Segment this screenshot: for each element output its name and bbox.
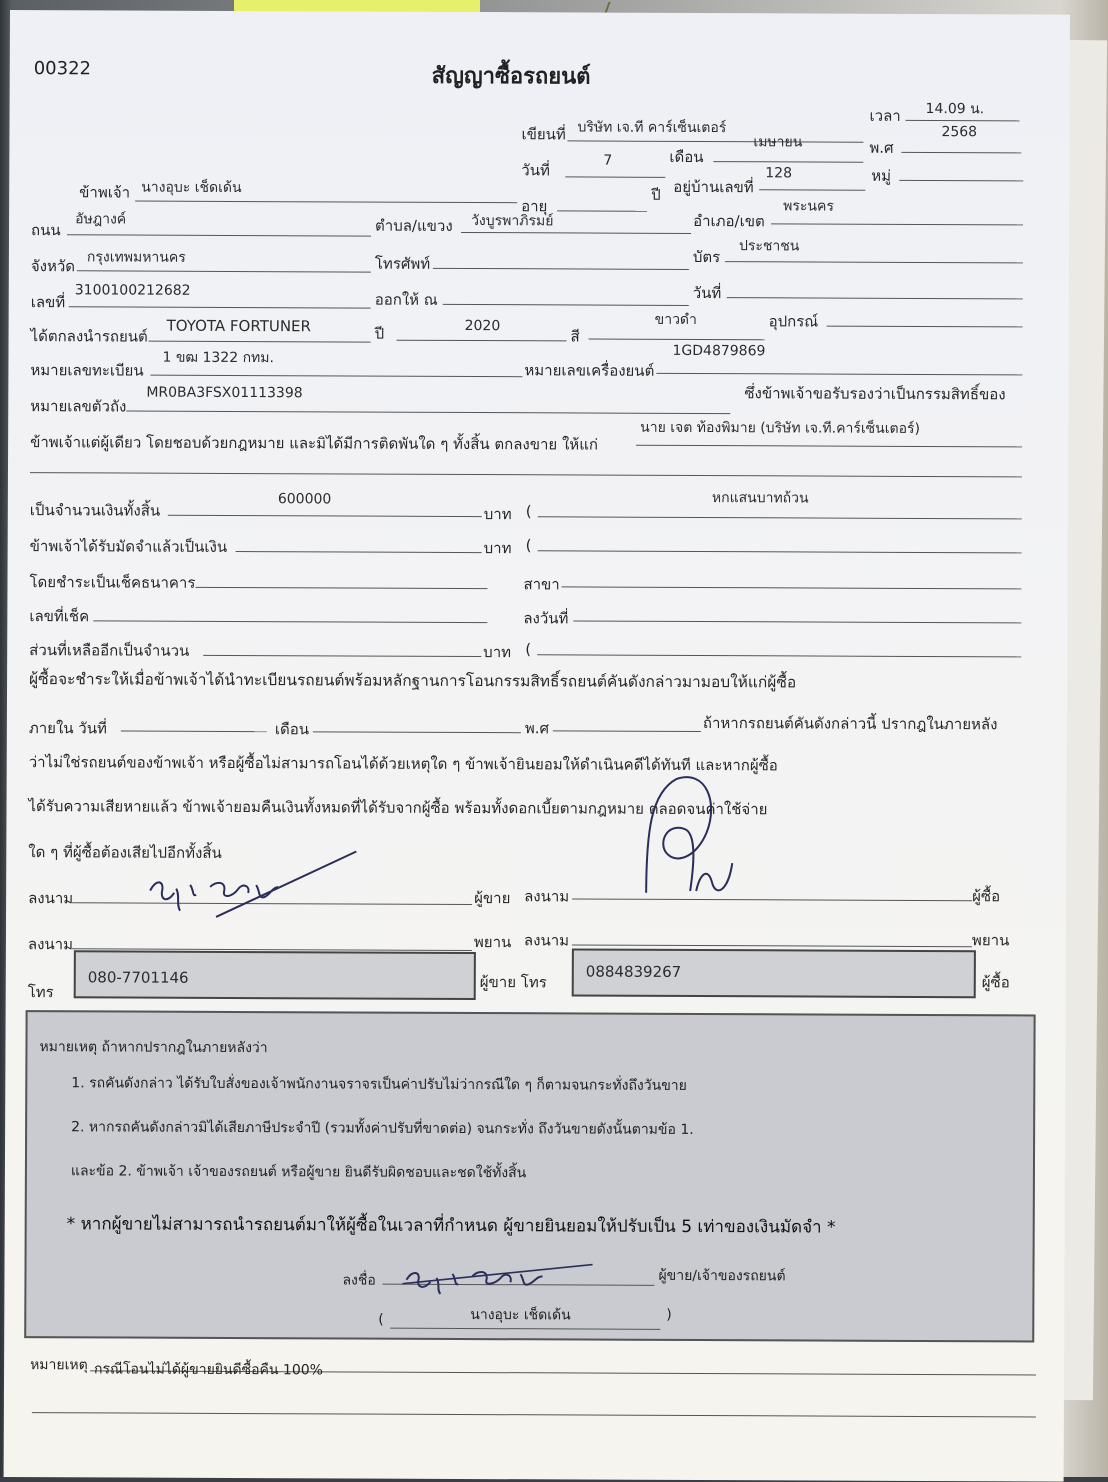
age-unit: ปี	[651, 185, 661, 204]
buyer-sign-line	[572, 898, 972, 901]
terms-line3: ว่าไม่ใช่รถยนต์ของข้าพเจ้า หรือผู้ซื้อไม่สามารถโอนได้ด้วยเหตุใด ๆ ข้าพเจ้ายินยอมให้ดำเนินคดีได้ทันที และหากผู้ซื้อ	[28, 753, 778, 775]
buyer-sign-label: ลงนาม	[524, 887, 570, 906]
province-label: จังหวัด	[30, 257, 76, 276]
issue-date-line	[727, 297, 1023, 299]
plate-value: 1 ขฒ 1322 กทม.	[162, 349, 275, 367]
day-line	[565, 176, 665, 177]
total-label: เป็นจำนวนเงินทั้งสิ้น	[29, 501, 161, 520]
deposit-words-line	[538, 550, 1022, 553]
year-label: พ.ศ	[869, 138, 894, 157]
document-title: สัญญาซื้อรถยนต์	[431, 63, 591, 90]
remaining-baht: บาท	[483, 643, 512, 662]
footer-blank-line	[32, 1412, 1036, 1417]
witness1-sign-label: ลงนาม	[27, 935, 74, 954]
age-label: อายุ	[521, 197, 548, 216]
road-value: อัษฎางค์	[75, 211, 127, 228]
house-no-line	[759, 189, 865, 190]
written-at-line	[567, 140, 863, 142]
year-line	[901, 152, 1021, 154]
total-baht: บาท	[483, 505, 512, 524]
contract-paper	[4, 10, 1070, 1482]
cheque-bank-label: โดยชำระเป็นเช็คธนาคาร	[29, 573, 196, 592]
seller-phone-label: โทร	[27, 983, 54, 1002]
card-line	[725, 261, 1023, 263]
cheque-date-line	[573, 620, 1021, 623]
province-line	[77, 270, 371, 272]
color-value: ขาวดำ	[654, 311, 697, 329]
issue-date-label: วันที่	[692, 283, 722, 303]
within-month-line	[313, 731, 521, 733]
cheque-bank-line	[195, 587, 487, 589]
buyer-phone-box	[572, 948, 976, 998]
seller-phone-role: ผู้ขาย โทร	[479, 973, 547, 992]
agree-label: ได้ตกลงนำรถยนต์	[30, 327, 148, 346]
district-line	[771, 223, 1023, 225]
model-line	[149, 341, 371, 343]
plate-line	[150, 375, 522, 378]
witness1-role: พยาน	[473, 933, 512, 952]
remaining-label: ส่วนที่เหลืออีกเป็นจำนวน	[29, 641, 190, 660]
remarks-signature	[402, 1250, 592, 1299]
vehicle-year-label: ปี	[374, 324, 385, 343]
total-words-open: (	[525, 502, 532, 521]
total-words-value: หกแสนบาทถ้วน	[711, 490, 809, 507]
moo-label: หมู่	[871, 166, 892, 185]
id-no-value: 3100100212682	[74, 282, 191, 299]
within-label: ภายใน วันที่	[28, 719, 107, 738]
within-day-line	[121, 730, 267, 732]
witness2-sign-line	[572, 944, 972, 947]
terms-line1: ผู้ซื้อจะชำระให้เมื่อข้าพเจ้าได้นำทะเบียนรถยนต์พร้อมหลักฐานการโอนกรรมสิทธิ์รถยนต์คันดังกล่าวมามอบให้แก่ผู้ซื้อ	[29, 670, 797, 692]
house-no-label: อยู่บ้านเลขที่	[673, 177, 754, 197]
buyer-phone-role: ผู้ซื้อ	[981, 973, 1010, 992]
cheque-no-line	[93, 620, 487, 623]
seller-phone-box	[74, 950, 476, 1000]
remarks-item1: 1. รถคันดังกล่าว ได้รับใบสั่งของเจ้าพนักงานจราจรเป็นค่าปรับไม่ว่ากรณีใด ๆ ก็ตามจนกระทั่งถึงวันขาย	[71, 1075, 687, 1094]
month-line	[713, 161, 863, 163]
plate-label: หมายเลขทะเบียน	[30, 361, 144, 380]
color-label: สี	[570, 327, 580, 346]
seller-sign-role: ผู้ขาย	[474, 889, 511, 908]
remarks-box	[24, 1010, 1035, 1342]
day-value: 7	[603, 152, 613, 169]
deposit-words-open: (	[525, 536, 532, 555]
card-label: บัตร	[692, 247, 721, 267]
witness2-sign-label: ลงนาม	[523, 931, 570, 950]
cheque-no-label: เลขที่เช็ค	[29, 607, 90, 626]
road-label: ถนน	[31, 221, 61, 240]
time-label: เวลา	[869, 106, 901, 125]
vehicle-year-value: 2020	[464, 317, 501, 335]
deposit-baht: บาท	[483, 539, 512, 558]
road-line	[67, 234, 371, 236]
district-label: อำเภอ/เขต	[693, 211, 765, 231]
issued-at-line	[443, 304, 689, 306]
remarks-signer-name: นางอุบะ เช็ดเด้น	[470, 1307, 571, 1324]
id-no-line	[69, 306, 371, 308]
total-value: 600000	[277, 491, 332, 508]
buyer-signature	[636, 773, 747, 907]
id-no-label: เลขที่	[30, 293, 66, 312]
terms-line5: ใด ๆ ที่ผู้ซื้อต้องเสียไปอีกทั้งสิ้น	[28, 843, 222, 862]
buyer-line	[636, 445, 1022, 448]
equipment-label: อุปกรณ์	[768, 312, 819, 331]
subdistrict-label: ตำบล/แขวง	[375, 216, 453, 235]
blank-line	[30, 472, 1022, 477]
terms-line4: ได้รับความเสียหายแล้ว ข้าพเจ้ายอมคืนเงินทั้งหมดที่ได้รับจากผู้ซื้อ พร้อมทั้งดอกเบี้ยตามกฎหมาย ตลอดจนค่าใช้จ่าย	[28, 797, 768, 819]
seller-name-label: ข้าพเจ้า	[79, 183, 131, 202]
buyer-sign-role: ผู้ซื้อ	[972, 887, 1001, 906]
within-year-line	[553, 730, 701, 732]
age-line	[557, 210, 647, 211]
deposit-line	[236, 551, 482, 553]
deposit-label: ข้าพเจ้าได้รับมัดจำแล้วเป็นเงิน	[29, 537, 228, 556]
engine-line	[656, 373, 1022, 376]
remarks-item2: 2. หากรถคันดังกล่าวมิได้เสียภาษีประจำปี (รวมทั้งค่าปรับที่ขาดต่อ) จนกระทั่ง ถึงวันขายดังนั้นตามข้อ 1.	[71, 1119, 694, 1138]
remarks-open-paren: (	[378, 1311, 384, 1328]
remarks-signer-role: ผู้ขาย/เจ้าของรถยนต์	[658, 1267, 786, 1285]
remaining-words-line	[537, 654, 1021, 657]
equipment-line	[827, 326, 1023, 328]
year-value: 2568	[941, 124, 978, 141]
card-value: ประชาชน	[738, 238, 800, 255]
engine-label: หมายเลขเครื่องยนต์	[524, 361, 655, 380]
branch-label: สาขา	[523, 575, 560, 594]
model-value: TOYOTA FORTUNER	[166, 316, 312, 336]
remarks-name-line	[390, 1328, 660, 1330]
seller-name-value: นางอุบะ เช็ดเด้น	[141, 179, 242, 197]
total-words-line	[538, 516, 1022, 519]
branch-line	[561, 586, 1021, 589]
buyer-value: นาย เจต ท้องพิมาย (บริษัท เจ.ที.คาร์เซ็นเตอร์)	[640, 419, 921, 437]
time-value: 14.09 น.	[925, 100, 985, 118]
within-year-label: พ.ศ	[524, 719, 550, 738]
footer-note-value: กรณีโอนไม่ได้ผู้ขายยินดีซื้อคืน 100%	[94, 1361, 324, 1379]
remaining-words-open: (	[525, 640, 532, 659]
seller-name-line	[135, 201, 517, 204]
cheque-date-label: ลงวันที่	[523, 609, 569, 628]
seller-sign-label: ลงนาม	[28, 889, 74, 908]
remarks-sign-label: ลงชื่อ	[342, 1272, 376, 1289]
remarks-heading: หมายเหตุ ถ้าหากปรากฎในภายหลังว่า	[39, 1039, 268, 1057]
house-no-value: 128	[765, 165, 793, 182]
subdistrict-line	[461, 232, 691, 234]
chassis-line	[126, 411, 730, 415]
written-at-value: บริษัท เจ.ที คาร์เซ็นเตอร์	[577, 119, 727, 137]
remarks-item3: และข้อ 2. ข้าพเจ้า เจ้าของรถยนต์ หรือผู้ขาย ยินดีรับผิดชอบและชดใช้ทั้งสิ้น	[70, 1163, 527, 1182]
vehicle-year-line	[397, 340, 567, 342]
province-value: กรุงเทพมหานคร	[86, 249, 186, 266]
month-value: เมษายน	[753, 134, 803, 151]
remarks-close-paren: )	[666, 1306, 672, 1323]
seller-signature	[146, 851, 356, 926]
total-line	[168, 515, 482, 517]
footer-note-label: หมายเหตุ	[30, 1357, 88, 1374]
remaining-line	[203, 655, 481, 657]
chassis-value: MR0BA3FSX01113398	[146, 384, 303, 402]
phone-line	[433, 268, 689, 270]
remarks-penalty: * หากผู้ขายไม่สามารถนำรถยนต์มาให้ผู้ซื้อในเวลาที่กำหนด ผู้ขายยินยอมให้ปรับเป็น 5 เท่าของเงินมัดจำ *	[66, 1214, 836, 1238]
district-value: พระนคร	[783, 198, 834, 215]
seller-phone-value: 080-7701146	[87, 968, 189, 987]
written-at-label: เขียนที่	[521, 125, 566, 144]
within-month-label: เดือน	[274, 720, 310, 739]
document-number: 00322	[33, 58, 92, 80]
chassis-label: หมายเลขตัวถัง	[30, 397, 127, 416]
buyer-phone-value: 0884839267	[585, 962, 682, 981]
engine-value: 1GD4879869	[672, 342, 766, 360]
month-label: เดือน	[669, 147, 704, 167]
day-label: วันที่	[521, 161, 550, 180]
moo-line	[899, 180, 1023, 182]
owner-text: ข้าพเจ้าแต่ผู้เดียว โดยชอบด้วยกฎหมาย และมิได้มีการติดพันใด ๆ ทั้งสิ้น ตกลงขาย ให้แก่	[30, 433, 599, 454]
certify-text: ซึ่งข้าพเจ้าขอรับรองว่าเป็นกรรมสิทธิ์ของ	[744, 384, 1006, 404]
subdistrict-value: วังบูรพาภิรมย์	[471, 213, 554, 230]
terms-line2-tail: ถ้าหากรถยนต์คันดังกล่าวนี้ ปรากฎในภายหลัง	[702, 714, 998, 734]
issued-at-label: ออกให้ ณ	[374, 290, 438, 309]
witness2-role: พยาน	[971, 931, 1010, 950]
color-line	[589, 339, 765, 341]
phone-label: โทรศัพท์	[374, 254, 431, 273]
